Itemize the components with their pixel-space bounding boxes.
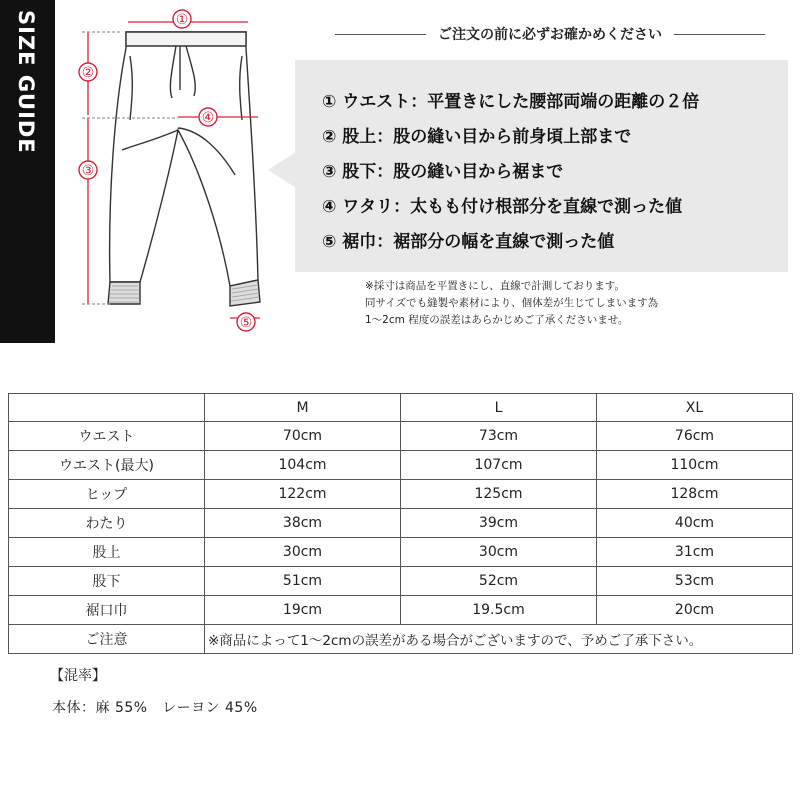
size-value: 51cm (205, 567, 401, 596)
size-value: 52cm (401, 567, 597, 596)
row-label: 股下 (9, 567, 205, 596)
size-header: L (401, 394, 597, 422)
size-value: 30cm (401, 538, 597, 567)
size-value: 128cm (597, 480, 793, 509)
size-header: XL (597, 394, 793, 422)
legend-item-thigh: ④ ワタリ：太もも付け根部分を直線で測った値 (322, 197, 683, 217)
notice-title: ご注文の前に必ずお確かめください (438, 27, 662, 43)
note-row (9, 625, 793, 654)
table-row (9, 596, 793, 625)
heading-rule-right (674, 34, 765, 35)
row-label: ウエスト(最大) (9, 451, 205, 480)
table-row (9, 422, 793, 451)
note-text: ※商品によって1〜2cmの誤差がある場合がございますので、予めご了承下さい。 (205, 625, 793, 654)
size-header-row (9, 394, 793, 422)
marker-3: ③ (81, 163, 95, 179)
size-value: 104cm (205, 451, 401, 480)
marker-4: ④ (201, 110, 215, 126)
size-value: 30cm (205, 538, 401, 567)
legend-item-inseam: ③ 股下：股の縫い目から裾まで (322, 162, 564, 182)
size-header: M (205, 394, 401, 422)
row-label: ヒップ (9, 480, 205, 509)
marker-2: ② (81, 65, 95, 81)
marker-1: ① (175, 12, 189, 28)
heading-rule-left (335, 34, 426, 35)
size-value: 107cm (401, 451, 597, 480)
size-guide-banner (0, 0, 55, 343)
pants-measurement-diagram (60, 0, 300, 345)
legend-item-hem: ⑤ 裾巾：裾部分の幅を直線で測った値 (322, 232, 615, 252)
size-value: 70cm (205, 422, 401, 451)
row-label: 裾口巾 (9, 596, 205, 625)
disclaimer-line: 1〜2cm 程度の誤差はあらかじめご了承くださいませ。 (365, 314, 629, 326)
size-guide-banner-text: SIZE GUIDE (14, 10, 38, 154)
row-label: わたり (9, 509, 205, 538)
size-value: 39cm (401, 509, 597, 538)
legend-item-waist: ① ウエスト：平置きにした腰部両端の距離の２倍 (322, 92, 700, 112)
size-table (8, 393, 793, 654)
row-label: 股上 (9, 538, 205, 567)
size-value: 76cm (597, 422, 793, 451)
disclaimer-line: 同サイズでも縫製や素材により、個体差が生じてしまいます為 (365, 297, 659, 309)
pants-illustration (108, 32, 260, 306)
size-value: 110cm (597, 451, 793, 480)
legend-item-rise: ② 股上：股の縫い目から前身頃上部まで (322, 127, 632, 147)
note-label: ご注意 (9, 625, 205, 654)
table-row (9, 538, 793, 567)
size-value: 31cm (597, 538, 793, 567)
size-value: 125cm (401, 480, 597, 509)
measurement-legend (295, 60, 788, 272)
measurement-disclaimer (365, 278, 785, 329)
row-label: ウエスト (9, 422, 205, 451)
material-heading: 【混率】 (50, 668, 106, 684)
marker-5: ⑤ (239, 315, 253, 331)
size-value: 122cm (205, 480, 401, 509)
table-row (9, 567, 793, 596)
disclaimer-line: ※採寸は商品を平置きにし、直線で計測しております。 (365, 280, 625, 292)
table-row (9, 451, 793, 480)
size-value: 38cm (205, 509, 401, 538)
size-value: 19cm (205, 596, 401, 625)
header-corner (9, 394, 205, 422)
table-row (9, 509, 793, 538)
size-value: 73cm (401, 422, 597, 451)
callout-pointer (268, 152, 296, 188)
size-value: 20cm (597, 596, 793, 625)
size-value: 40cm (597, 509, 793, 538)
size-value: 19.5cm (401, 596, 597, 625)
size-value: 53cm (597, 567, 793, 596)
table-row (9, 480, 793, 509)
material-composition: 本体：麻 55% レーヨン 45% (52, 700, 258, 716)
notice-heading (335, 24, 765, 44)
